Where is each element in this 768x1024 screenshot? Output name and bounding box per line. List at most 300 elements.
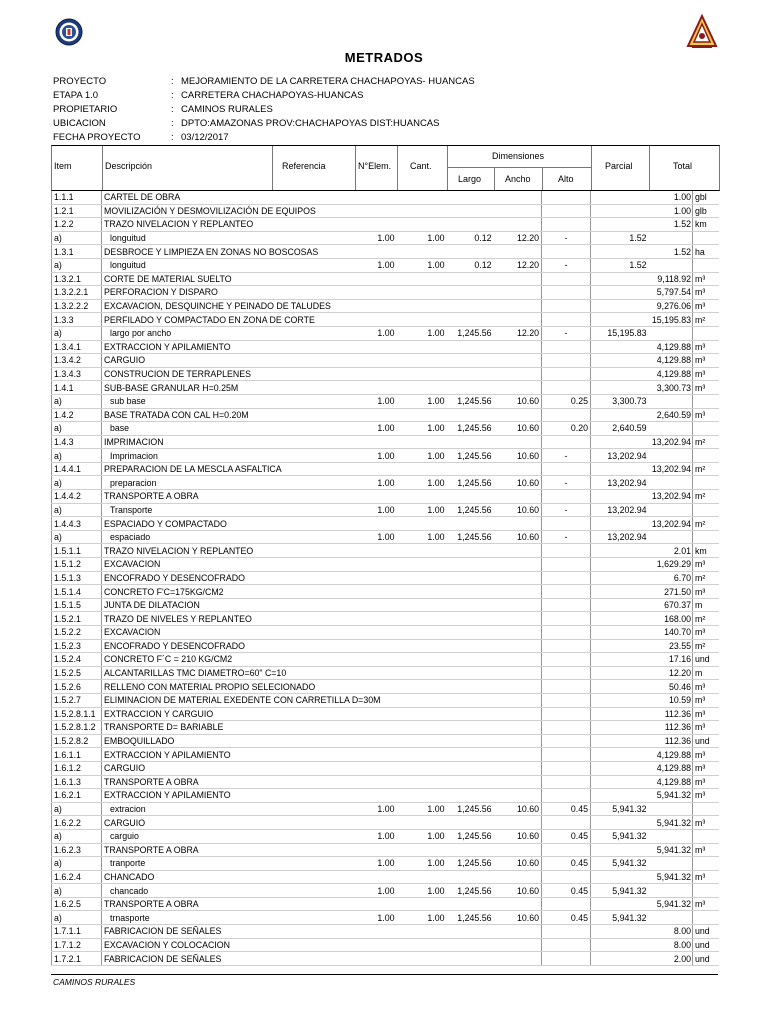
table-row [52, 326, 719, 340]
table-cell: 1.6.2.3 [52, 843, 102, 857]
table-cell [494, 870, 542, 884]
table-cell: 1.5.2.5 [52, 666, 102, 680]
table-row [52, 571, 719, 585]
table-cell [272, 612, 355, 626]
table-cell [693, 476, 719, 490]
table-cell: 1.00 [397, 802, 447, 816]
table-cell: a) [52, 231, 102, 245]
table-row [52, 884, 719, 898]
table-cell [693, 829, 719, 843]
table-cell: 1.3.2.1 [52, 272, 102, 286]
table-cell [591, 925, 649, 939]
table-cell: 15,195.83 [591, 326, 649, 340]
table-cell [272, 490, 355, 504]
table-cell [272, 503, 355, 517]
table-cell [397, 626, 447, 640]
col-nelem-header: N°Elem. [358, 161, 392, 171]
table-cell [272, 653, 355, 667]
table-cell: 140.70 [649, 626, 693, 640]
table-cell [355, 598, 397, 612]
table-cell: tranporte [102, 857, 272, 871]
table-cell: 1.2.1 [52, 204, 102, 218]
table-cell [542, 707, 591, 721]
propietario-label: PROPIETARIO [53, 104, 118, 115]
table-cell [591, 367, 649, 381]
table-cell [397, 721, 447, 735]
table-cell [591, 517, 649, 531]
table-cell [447, 585, 494, 599]
table-cell: 1.00 [397, 449, 447, 463]
table-cell [542, 626, 591, 640]
proyecto-value: MEJORAMIENTO DE LA CARRETERA CHACHAPOYAS- HUANCAS [181, 76, 475, 87]
table-cell: 10.60 [494, 530, 542, 544]
table-cell [272, 775, 355, 789]
table-cell [591, 571, 649, 585]
table-cell [447, 761, 494, 775]
table-cell [494, 367, 542, 381]
table-cell [494, 544, 542, 558]
table-cell: IMPRIMACION [102, 435, 272, 449]
table-cell [397, 598, 447, 612]
table-cell [397, 653, 447, 667]
table-cell [272, 938, 355, 952]
table-cell [542, 367, 591, 381]
table-cell: 5,941.32 [591, 802, 649, 816]
table-cell: CARGUIO [102, 761, 272, 775]
table-cell [591, 843, 649, 857]
table-cell: ENCOFRADO Y DESENCOFRADO [102, 571, 272, 585]
table-cell [591, 897, 649, 911]
table-cell: 1.00 [397, 884, 447, 898]
table-cell: 1.6.1.3 [52, 775, 102, 789]
table-cell [272, 476, 355, 490]
table-cell: 1.3.3 [52, 313, 102, 327]
table-row [52, 897, 719, 911]
table-cell: 1.1.1 [52, 191, 102, 204]
table-cell [355, 653, 397, 667]
table-cell: m³ [693, 816, 719, 830]
table-cell: 1.00 [355, 829, 397, 843]
table-cell: DESBROCE Y LIMPIEZA EN ZONAS NO BOSCOSAS [102, 245, 272, 259]
table-cell [494, 666, 542, 680]
table-cell [649, 884, 693, 898]
table-row [52, 272, 719, 286]
table-cell: - [542, 258, 591, 272]
table-cell: 1.4.3 [52, 435, 102, 449]
table-cell [542, 286, 591, 300]
table-cell: m² [693, 612, 719, 626]
table-cell: 10.59 [649, 693, 693, 707]
table-cell: 15,195.83 [649, 313, 693, 327]
table-cell [272, 354, 355, 368]
table-cell [447, 925, 494, 939]
table-row [52, 612, 719, 626]
table-cell [355, 286, 397, 300]
table-cell [272, 191, 355, 204]
table-cell: 1.3.2.2.2 [52, 299, 102, 313]
table-cell: TRANSPORTE A OBRA [102, 897, 272, 911]
table-cell [542, 775, 591, 789]
table-cell: m³ [693, 367, 719, 381]
table-cell [542, 204, 591, 218]
table-cell: 1.5.1.1 [52, 544, 102, 558]
table-cell [542, 653, 591, 667]
table-cell [447, 626, 494, 640]
table-cell [494, 204, 542, 218]
table-cell [447, 354, 494, 368]
table-cell: CONCRETO F'C=175KG/CM2 [102, 585, 272, 599]
table-cell [494, 598, 542, 612]
table-cell: 4,129.88 [649, 340, 693, 354]
table-row [52, 231, 719, 245]
table-cell: 1.00 [397, 476, 447, 490]
table-cell [397, 639, 447, 653]
table-cell [447, 245, 494, 259]
table-cell: - [542, 326, 591, 340]
table-cell [693, 503, 719, 517]
table-cell [355, 870, 397, 884]
table-cell: 13,202.94 [591, 530, 649, 544]
table-cell: 1.6.1.2 [52, 761, 102, 775]
table-cell: EXCAVACION [102, 626, 272, 640]
table-cell [272, 394, 355, 408]
table-cell [397, 435, 447, 449]
table-cell: EXCAVACION Y COLOCACION [102, 938, 272, 952]
table-header [51, 145, 720, 191]
table-cell: 23.55 [649, 639, 693, 653]
table-cell [397, 245, 447, 259]
table-cell [591, 870, 649, 884]
table-cell: a) [52, 476, 102, 490]
table-cell: CONSTRUCION DE TERRAPLENES [102, 367, 272, 381]
table-row [52, 802, 719, 816]
table-cell [591, 272, 649, 286]
table-cell: m [693, 666, 719, 680]
table-cell [542, 218, 591, 232]
table-cell [542, 313, 591, 327]
table-cell [447, 598, 494, 612]
table-cell: 10.60 [494, 422, 542, 436]
table-cell: m² [693, 571, 719, 585]
table-row [52, 408, 719, 422]
table-cell: a) [52, 884, 102, 898]
table-cell: 1.00 [397, 231, 447, 245]
table-cell [397, 897, 447, 911]
table-cell [591, 286, 649, 300]
table-cell: 0.20 [542, 422, 591, 436]
table-cell: 112.36 [649, 721, 693, 735]
table-cell: 0.45 [542, 911, 591, 925]
table-cell: 10.60 [494, 857, 542, 871]
table-cell: 1.00 [355, 911, 397, 925]
table-cell [693, 231, 719, 245]
table-cell [397, 843, 447, 857]
table-row [52, 449, 719, 463]
table-cell: largo por ancho [102, 326, 272, 340]
table-cell [542, 734, 591, 748]
table-cell [397, 218, 447, 232]
table-cell [272, 381, 355, 395]
table-cell: 13,202.94 [591, 449, 649, 463]
table-cell [542, 435, 591, 449]
table-cell [272, 626, 355, 640]
table-cell: PERFORACION Y DISPARO [102, 286, 272, 300]
table-cell [591, 218, 649, 232]
table-cell [272, 530, 355, 544]
table-cell [649, 326, 693, 340]
table-cell [447, 952, 494, 966]
table-cell [447, 816, 494, 830]
table-cell: preparacion [102, 476, 272, 490]
table-cell [272, 952, 355, 966]
table-row [52, 653, 719, 667]
table-cell: FABRICACION DE SEÑALES [102, 925, 272, 939]
table-cell [447, 558, 494, 572]
table-cell [542, 490, 591, 504]
table-cell [591, 626, 649, 640]
table-cell [447, 204, 494, 218]
ubicacion-value: DPTO:AMAZONAS PROV:CHACHAPOYAS DIST:HUANCAS [181, 118, 440, 129]
table-cell: 0.12 [447, 231, 494, 245]
table-cell [355, 721, 397, 735]
table-cell [649, 829, 693, 843]
table-cell: und [693, 734, 719, 748]
engineering-emblem-logo [686, 14, 718, 50]
table-cell: PERFILADO Y COMPACTADO EN ZONA DE CORTE [102, 313, 272, 327]
table-cell: m² [693, 490, 719, 504]
table-cell [447, 286, 494, 300]
table-cell [447, 490, 494, 504]
table-cell: - [542, 231, 591, 245]
table-cell: a) [52, 422, 102, 436]
table-cell [355, 639, 397, 653]
table-cell: m³ [693, 272, 719, 286]
table-cell: 12.20 [494, 326, 542, 340]
table-cell: m³ [693, 299, 719, 313]
table-cell [272, 422, 355, 436]
table-cell [397, 761, 447, 775]
table-cell [355, 462, 397, 476]
table-cell: TRANSPORTE A OBRA [102, 775, 272, 789]
table-cell [272, 571, 355, 585]
table-cell [272, 435, 355, 449]
table-cell: 1.5.1.2 [52, 558, 102, 572]
table-row [52, 748, 719, 762]
table-cell [397, 299, 447, 313]
table-cell [447, 313, 494, 327]
table-cell: 1.5.2.3 [52, 639, 102, 653]
table-cell: 10.60 [494, 802, 542, 816]
table-row [52, 911, 719, 925]
table-cell: m³ [693, 870, 719, 884]
table-cell [397, 571, 447, 585]
table-cell [542, 544, 591, 558]
table-cell: 1.00 [649, 191, 693, 204]
table-cell [542, 340, 591, 354]
table-cell [355, 490, 397, 504]
table-cell [693, 530, 719, 544]
table-cell: 1.00 [397, 857, 447, 871]
table-cell: 1.6.2.2 [52, 816, 102, 830]
table-cell: 4,129.88 [649, 354, 693, 368]
table-cell: 1,245.56 [447, 394, 494, 408]
table-cell: 1.5.1.3 [52, 571, 102, 585]
table-cell: m³ [693, 721, 719, 735]
table-cell: 3,300.73 [591, 394, 649, 408]
table-cell [272, 449, 355, 463]
table-cell: 1,245.56 [447, 911, 494, 925]
table-cell [355, 191, 397, 204]
table-cell: a) [52, 258, 102, 272]
table-cell: m³ [693, 626, 719, 640]
table-cell [494, 653, 542, 667]
table-cell [397, 272, 447, 286]
table-cell: 1.7.2.1 [52, 952, 102, 966]
table-cell [355, 626, 397, 640]
table-cell: 5,797.54 [649, 286, 693, 300]
table-cell [355, 367, 397, 381]
table-cell [542, 272, 591, 286]
table-cell: 5,941.32 [591, 911, 649, 925]
table-cell [494, 693, 542, 707]
table-cell [272, 639, 355, 653]
table-cell: 5,941.32 [591, 857, 649, 871]
table-cell: a) [52, 503, 102, 517]
table-cell [355, 680, 397, 694]
table-cell: 9,118.92 [649, 272, 693, 286]
table-cell [272, 761, 355, 775]
table-cell: CHANCADO [102, 870, 272, 884]
table-cell [591, 748, 649, 762]
table-cell: 1,245.56 [447, 476, 494, 490]
table-row [52, 517, 719, 531]
table-cell: longuitud [102, 231, 272, 245]
table-cell: espaciado [102, 530, 272, 544]
table-cell: 1,245.56 [447, 829, 494, 843]
table-cell: 1.52 [649, 218, 693, 232]
table-cell [397, 191, 447, 204]
table-cell [355, 544, 397, 558]
table-cell: 0.45 [542, 829, 591, 843]
university-seal-logo [55, 17, 83, 47]
table-cell [272, 272, 355, 286]
table-cell: 13,202.94 [649, 435, 693, 449]
table-cell [591, 191, 649, 204]
table-cell: 10.60 [494, 394, 542, 408]
table-cell [591, 299, 649, 313]
table-row [52, 245, 719, 259]
table-cell: 13,202.94 [649, 462, 693, 476]
table-cell [447, 462, 494, 476]
table-cell [272, 748, 355, 762]
table-cell [447, 272, 494, 286]
table-cell: m² [693, 462, 719, 476]
table-row [52, 598, 719, 612]
table-cell [355, 734, 397, 748]
table-cell: 5,941.32 [591, 884, 649, 898]
table-cell: TRANSPORTE A OBRA [102, 843, 272, 857]
table-cell: Imprimacion [102, 449, 272, 463]
table-cell [591, 653, 649, 667]
table-cell: 1.00 [397, 422, 447, 436]
propietario-value: CAMINOS RURALES [181, 104, 273, 115]
table-cell [447, 191, 494, 204]
table-cell: a) [52, 449, 102, 463]
table-cell: 1.00 [355, 231, 397, 245]
table-cell: MOVILIZACIÓN Y DESMOVILIZACIÓN DE EQUIPOS [102, 204, 272, 218]
table-cell [355, 381, 397, 395]
table-cell [542, 558, 591, 572]
table-cell [355, 340, 397, 354]
table-cell: km [693, 544, 719, 558]
table-cell: ALCANTARILLAS TMC DIAMETRO=60" C=10 [102, 666, 272, 680]
table-cell [447, 517, 494, 531]
table-cell [542, 354, 591, 368]
table-cell [397, 870, 447, 884]
table-cell [355, 789, 397, 803]
table-cell [494, 925, 542, 939]
table-cell [272, 598, 355, 612]
table-cell: CARGUIO [102, 816, 272, 830]
col-alto-header: Alto [558, 174, 574, 184]
table-cell: CARTEL DE OBRA [102, 191, 272, 204]
table-cell: 1.6.2.4 [52, 870, 102, 884]
table-cell: 2,640.59 [591, 422, 649, 436]
table-cell [447, 789, 494, 803]
table-cell: 12.20 [494, 231, 542, 245]
table-cell: 5,941.32 [649, 789, 693, 803]
table-cell [447, 666, 494, 680]
table-cell [272, 721, 355, 735]
table-cell [542, 245, 591, 259]
table-cell [355, 775, 397, 789]
table-cell [591, 462, 649, 476]
table-cell [542, 408, 591, 422]
table-cell: m³ [693, 340, 719, 354]
table-cell [397, 748, 447, 762]
table-cell: 1.6.2.5 [52, 897, 102, 911]
table-cell: a) [52, 326, 102, 340]
table-cell: - [542, 476, 591, 490]
table-cell: m² [693, 639, 719, 653]
table-cell: SUB-BASE GRANULAR H=0.25M [102, 381, 272, 395]
table-cell [494, 612, 542, 626]
table-cell: 1.00 [397, 530, 447, 544]
table-cell: 0.25 [542, 394, 591, 408]
table-cell: 1.5.1.5 [52, 598, 102, 612]
col-referencia-header: Referencia [282, 161, 326, 171]
table-cell [591, 612, 649, 626]
table-row [52, 870, 719, 884]
table-cell [355, 816, 397, 830]
table-row [52, 925, 719, 939]
table-cell: 1.4.2 [52, 408, 102, 422]
table-cell: 10.60 [494, 884, 542, 898]
table-cell: a) [52, 829, 102, 843]
table-cell: 10.60 [494, 911, 542, 925]
table-cell: 4,129.88 [649, 367, 693, 381]
table-row [52, 693, 719, 707]
table-cell: 1.00 [397, 829, 447, 843]
table-cell [494, 707, 542, 721]
table-cell [494, 381, 542, 395]
table-cell: 1.00 [355, 857, 397, 871]
table-cell [397, 952, 447, 966]
table-cell [355, 313, 397, 327]
table-cell: 1.4.4.1 [52, 462, 102, 476]
table-cell [355, 897, 397, 911]
table-cell [272, 585, 355, 599]
